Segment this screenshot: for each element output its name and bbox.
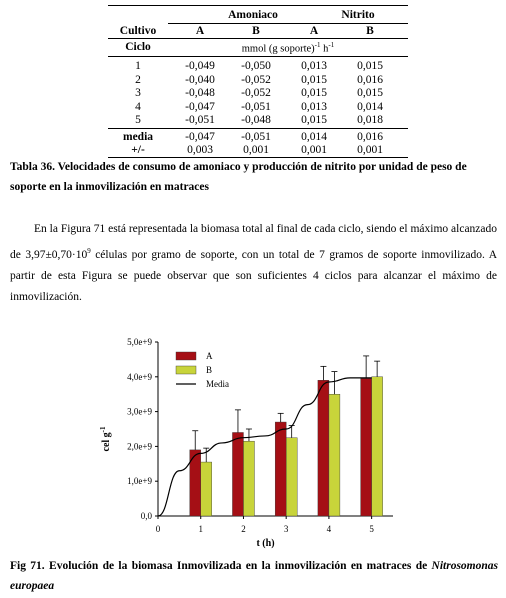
table-cell: -0,040	[185, 73, 215, 86]
units-row	[108, 41, 408, 53]
table-cell: -0,050	[241, 60, 271, 72]
summary-cell: +/-	[131, 144, 145, 156]
table-cell: -0,047	[185, 100, 215, 113]
table-cell: 0,018	[357, 114, 383, 126]
table-cell: 1	[135, 60, 141, 72]
table-row	[108, 74, 408, 86]
table-cell: 0,015	[357, 60, 383, 72]
table-cell: 0,016	[357, 73, 383, 86]
col-header-b1: B	[252, 25, 260, 37]
bar-b	[286, 438, 297, 516]
y-axis-label-exponent: -1	[99, 426, 107, 433]
x-tick-label: 5	[369, 524, 374, 534]
body-paragraph: En la Figura 71 está representada la biomasa total al final de cada ciclo, siendo el máximo alcanzado de $3,97\pm 0,70\cdot 10^9$ células por gramo de soporte, con un total de 7 gramos de soporte inmovilizado. A partir de esta Figura se puede observar que son suficientes 4 ciclos para alcanzar el máximo de inmovilización.	[10, 223, 498, 304]
table-row	[108, 87, 408, 99]
y-tick-label: 5,0e+9	[127, 337, 152, 347]
bar-b	[243, 441, 254, 516]
table-caption: Tabla 36. Velocidades de consumo de amoniaco y producción de nitrito por unidad de peso de soporte en la inmovilización en matraces	[10, 161, 467, 193]
group-header-nitrite: Nitrito	[341, 9, 375, 21]
summary-cell: 0,001	[357, 144, 383, 156]
table-cell: 2	[135, 73, 141, 86]
y-tick-label: 4,0e+9	[127, 371, 152, 382]
legend-label-a: A	[206, 351, 213, 361]
summary-cell: 0,014	[301, 131, 327, 143]
figure-caption: Fig 71. Evolución de la biomasa Inmovilizada en la inmovilización en matraces de Nitrosomonas europaea	[10, 560, 498, 592]
x-tick-label: 4	[326, 524, 332, 534]
header-rule	[108, 38, 408, 39]
summary-cell: media	[122, 131, 154, 143]
table-cell: -0,048	[241, 114, 271, 126]
table-cell: 0,015	[357, 87, 383, 99]
table-cell: 0,013	[301, 100, 327, 113]
x-tick-label: 3	[283, 524, 289, 534]
table-cell: 5	[135, 114, 141, 126]
y-axis-label-text: cel g	[101, 432, 112, 452]
y-tick-label: 1,0e+9	[127, 476, 152, 487]
y-tick-label: 3,0e+9	[127, 406, 152, 417]
col-header-cultivo: Cultivo	[119, 25, 157, 37]
legend-swatch-b	[176, 366, 196, 374]
table-row	[108, 101, 408, 113]
x-tick-label: 0	[155, 524, 161, 534]
table-cell: -0,048	[185, 87, 215, 99]
table-row	[108, 60, 408, 72]
summary-row	[108, 131, 408, 143]
table-cell: 0,015	[301, 87, 327, 99]
table-cell: -0,049	[185, 60, 215, 72]
x-tick-label: 2	[241, 524, 246, 534]
x-tick-label: 1	[198, 524, 203, 534]
legend-swatch-a	[176, 352, 196, 360]
summary-cell: 0,003	[187, 144, 213, 156]
col-header-a1: A	[195, 25, 205, 37]
summary-cell: -0,047	[185, 131, 215, 143]
table-cell: 0,013	[301, 60, 327, 72]
summary-rule	[108, 128, 408, 129]
y-tick-label: 0,0	[140, 511, 152, 521]
table-cell: -0,051	[241, 100, 271, 113]
x-axis-label: t (h)	[256, 538, 275, 549]
col-header-a2: A	[309, 25, 319, 37]
table-cell: -0,052	[241, 73, 271, 86]
column-header-row	[108, 25, 408, 37]
units-label: mmol (g soporte)$^{-1}$ $h^{-1}$	[241, 41, 335, 55]
units-rule	[108, 56, 408, 57]
y-tick-label: 2,0e+9	[127, 441, 152, 452]
group-header-ammonia: Amoniaco	[228, 9, 278, 21]
group-header-row	[108, 9, 408, 21]
bar-a	[275, 422, 286, 516]
bar-a	[232, 432, 243, 516]
col-header-b2: B	[366, 25, 374, 37]
legend-label-media: Media	[206, 379, 229, 389]
table-row	[108, 114, 408, 126]
summary-cell: -0,051	[241, 131, 271, 143]
summary-cell: 0,001	[243, 144, 269, 156]
bar-b	[372, 377, 383, 516]
bar-b	[329, 394, 340, 516]
biomass-chart	[95, 330, 415, 550]
group-rule	[168, 23, 408, 24]
table-cell: -0,052	[241, 87, 271, 99]
bar-a	[318, 380, 329, 516]
summary-cell: 0,001	[301, 144, 327, 156]
summary-cell: 0,016	[357, 131, 383, 143]
table-cell: 0,015	[301, 114, 327, 126]
table-cell: 3	[135, 87, 141, 99]
table-cell: 0,015	[301, 73, 327, 86]
bar-a	[361, 379, 372, 516]
table-cell: 4	[135, 100, 141, 113]
y-axis-label	[99, 426, 112, 451]
table-cell: -0,051	[185, 114, 215, 126]
table-cell: 0,014	[357, 100, 383, 113]
summary-row	[108, 144, 408, 156]
cycle-label: Ciclo	[125, 41, 151, 53]
table-top-rule	[108, 5, 408, 6]
bar-b	[201, 462, 212, 516]
legend-label-b: B	[206, 365, 213, 375]
